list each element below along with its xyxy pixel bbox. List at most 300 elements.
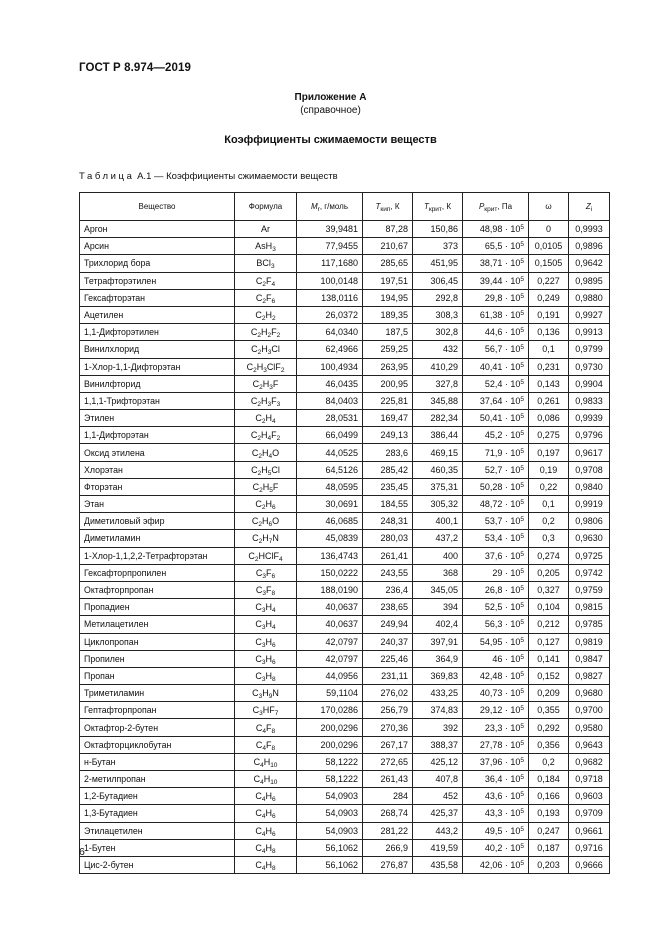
formula-element: H <box>265 825 272 836</box>
table-row <box>80 496 610 513</box>
substance-name: Октафтор-2-бутен <box>80 719 235 736</box>
formula-subscript: 4 <box>261 830 266 838</box>
chemical-formula <box>235 771 297 788</box>
pressure-multiplier: · 10 <box>502 688 521 699</box>
pressure-exponent: 5 <box>520 602 524 610</box>
acentric-factor-value: 0,166 <box>529 788 569 805</box>
pressure-mantissa: 49,5 <box>484 825 503 836</box>
formula-subscript: 2 <box>261 315 266 323</box>
critical-pressure-value <box>463 306 529 323</box>
table-row <box>80 272 610 289</box>
critical-pressure-value <box>463 375 529 392</box>
pressure-mantissa: 43,3 <box>484 808 503 819</box>
critical-temperature-value: 400,1 <box>413 513 463 530</box>
pressure-mantissa: 40,73 <box>479 688 503 699</box>
critical-temperature-value: 419,59 <box>413 839 463 856</box>
formula-element: F <box>271 327 277 338</box>
formula-element: Cl <box>271 344 280 355</box>
molar-mass-value: 59,1104 <box>297 685 363 702</box>
critical-temperature-value: 392 <box>413 719 463 736</box>
pressure-exponent: 5 <box>520 327 524 335</box>
pressure-mantissa: 53,7 <box>484 516 503 527</box>
substance-name: Тетрафторэтилен <box>80 272 235 289</box>
table-row <box>80 324 610 341</box>
chemical-formula <box>235 788 297 805</box>
formula-element: F <box>266 585 272 596</box>
pressure-exponent: 5 <box>520 292 524 300</box>
formula-subscript: 2 <box>262 280 266 288</box>
table-row <box>80 805 610 822</box>
table-row <box>80 341 610 358</box>
header-tboil-symbol: T <box>375 202 381 211</box>
critical-temperature-value: 425,12 <box>413 753 463 770</box>
pressure-mantissa: 54,95 <box>479 636 503 647</box>
formula-subscript: 3 <box>261 624 266 632</box>
pressure-exponent: 5 <box>520 722 524 730</box>
header-tcrit-unit: , К <box>441 202 452 211</box>
compressibility-value: 0,9833 <box>569 392 610 409</box>
formula-subscript: 4 <box>267 435 272 443</box>
formula-element: C <box>251 464 258 475</box>
boiling-temperature-value: 266,9 <box>363 839 413 856</box>
critical-temperature-value: 400 <box>413 547 463 564</box>
table-row <box>80 547 610 564</box>
substance-name: Триметиламин <box>80 685 235 702</box>
compressibility-value: 0,9827 <box>569 667 610 684</box>
boiling-temperature-value: 235,45 <box>363 478 413 495</box>
compressibility-value: 0,9700 <box>569 702 610 719</box>
acentric-factor-value: 0,227 <box>529 272 569 289</box>
pressure-multiplier: · 10 <box>502 739 521 750</box>
substance-name: Арсин <box>80 238 235 255</box>
compressibility-value: 0,9708 <box>569 461 610 478</box>
critical-pressure-value <box>463 547 529 564</box>
pressure-multiplier: · 10 <box>502 774 521 785</box>
pressure-mantissa: 37,64 <box>479 395 503 406</box>
acentric-factor-value: 0,152 <box>529 667 569 684</box>
critical-pressure-value <box>463 616 529 633</box>
formula-element: C <box>253 774 261 785</box>
formula-subscript: 7 <box>274 710 279 718</box>
pressure-exponent: 5 <box>520 275 524 283</box>
pressure-multiplier: · 10 <box>502 413 521 424</box>
header-pcrit-subscript: крит <box>484 206 498 213</box>
formula-subscript: 2 <box>276 435 281 443</box>
header-formula: Формула <box>235 193 297 221</box>
formula-element: C <box>255 825 262 836</box>
pressure-multiplier: · 10 <box>502 499 521 510</box>
formula-element: C <box>255 602 262 613</box>
boiling-temperature-value: 238,65 <box>363 599 413 616</box>
formula-element: C <box>253 756 261 767</box>
pressure-multiplier: · 10 <box>502 447 521 458</box>
substance-name: 1,1,1-Трифторэтан <box>80 392 235 409</box>
boiling-temperature-value: 169,47 <box>363 410 413 427</box>
formula-element: F <box>266 567 272 578</box>
compressibility-value: 0,9785 <box>569 616 610 633</box>
critical-temperature-value: 443,2 <box>413 822 463 839</box>
pressure-mantissa: 56,3 <box>484 619 503 630</box>
chemical-formula <box>235 685 297 702</box>
acentric-factor-value: 0,22 <box>529 478 569 495</box>
compressibility-value: 0,9603 <box>569 788 610 805</box>
table-row <box>80 822 610 839</box>
pressure-exponent: 5 <box>520 688 524 696</box>
acentric-factor-value: 0,193 <box>529 805 569 822</box>
pressure-mantissa: 42,48 <box>479 670 503 681</box>
pressure-multiplier: · 10 <box>502 516 521 527</box>
boiling-temperature-value: 240,37 <box>363 633 413 650</box>
molar-mass-value: 54,0903 <box>297 822 363 839</box>
formula-element: AsH <box>255 241 273 252</box>
molar-mass-value: 56,1062 <box>297 839 363 856</box>
formula-element: C <box>248 550 255 561</box>
substance-name: 1-Хлор-1,1-Дифторэтан <box>80 358 235 375</box>
formula-element: F <box>266 292 272 303</box>
substance-name: Оксид этилена <box>80 444 235 461</box>
molar-mass-value: 188,0190 <box>297 581 363 598</box>
pressure-mantissa: 50,41 <box>479 413 503 424</box>
chemical-formula <box>235 375 297 392</box>
pressure-multiplier: · 10 <box>502 722 521 733</box>
critical-temperature-value: 306,45 <box>413 272 463 289</box>
critical-pressure-value <box>463 805 529 822</box>
formula-subscript: 3 <box>269 383 273 391</box>
compressibility-value: 0,9661 <box>569 822 610 839</box>
table-row <box>80 771 610 788</box>
table-row <box>80 753 610 770</box>
formula-subscript: 10 <box>270 779 278 787</box>
formula-subscript: 2 <box>272 315 276 323</box>
critical-temperature-value: 302,8 <box>413 324 463 341</box>
acentric-factor-value: 0,1 <box>529 496 569 513</box>
pressure-mantissa: 56,7 <box>484 344 503 355</box>
chemical-formula <box>235 839 297 856</box>
boiling-temperature-value: 236,4 <box>363 581 413 598</box>
critical-pressure-value <box>463 581 529 598</box>
formula-element: C <box>255 413 262 424</box>
chemical-formula <box>235 461 297 478</box>
compressibility-value: 0,9840 <box>569 478 610 495</box>
formula-element: C <box>252 688 259 699</box>
chemical-formula <box>235 753 297 770</box>
molar-mass-value: 136,4743 <box>297 547 363 564</box>
boiling-temperature-value: 272,65 <box>363 753 413 770</box>
formula-element: H <box>256 361 264 372</box>
critical-pressure-value <box>463 771 529 788</box>
substance-name: Октафторпропан <box>80 581 235 598</box>
formula-element: C <box>252 378 260 389</box>
formula-subscript: 4 <box>261 865 266 873</box>
pressure-multiplier: · 10 <box>502 756 521 767</box>
formula-subscript: 3 <box>262 590 266 598</box>
boiling-temperature-value: 225,46 <box>363 650 413 667</box>
pressure-mantissa: 26,8 <box>484 585 503 596</box>
substance-name: Диметиловый эфир <box>80 513 235 530</box>
formula-subscript: 9 <box>268 693 273 701</box>
header-substance: Вещество <box>80 193 235 221</box>
compressibility-value: 0,9806 <box>569 513 610 530</box>
formula-subscript: 3 <box>262 572 266 580</box>
chemical-formula <box>235 650 297 667</box>
acentric-factor-value: 0,205 <box>529 564 569 581</box>
chemical-formula <box>235 341 297 358</box>
formula-element: HClF <box>258 550 279 561</box>
formula-subscript: 8 <box>272 847 276 855</box>
pressure-exponent: 5 <box>520 395 524 403</box>
formula-element: H <box>265 310 272 321</box>
pressure-exponent: 5 <box>520 378 524 386</box>
critical-pressure-value <box>463 461 529 478</box>
formula-subscript: 2 <box>258 452 262 460</box>
compressibility-value: 0,9796 <box>569 427 610 444</box>
header-tcrit-subscript: крит <box>428 206 442 213</box>
chemical-formula <box>235 238 297 255</box>
critical-temperature-value: 402,4 <box>413 616 463 633</box>
formula-element: F <box>266 722 272 733</box>
pressure-exponent: 5 <box>520 636 524 644</box>
formula-subscript: 3 <box>276 400 281 408</box>
formula-subscript: 3 <box>263 366 267 374</box>
formula-subscript: 6 <box>272 796 276 804</box>
header-critical-pressure <box>463 193 529 221</box>
critical-pressure-value <box>463 496 529 513</box>
critical-temperature-value: 292,8 <box>413 289 463 306</box>
acentric-factor-value: 0,086 <box>529 410 569 427</box>
compressibility-value: 0,9895 <box>569 272 610 289</box>
table-row <box>80 461 610 478</box>
acentric-factor-value: 0,141 <box>529 650 569 667</box>
acentric-factor-value: 0,197 <box>529 444 569 461</box>
acentric-factor-value: 0,3 <box>529 530 569 547</box>
formula-element: Cl <box>271 464 280 475</box>
pressure-exponent: 5 <box>520 481 524 489</box>
chemical-formula <box>235 221 297 238</box>
pressure-mantissa: 40,2 <box>484 842 503 853</box>
formula-subscript: 4 <box>271 280 276 288</box>
compressibility-value: 0,9643 <box>569 736 610 753</box>
pressure-mantissa: 71,9 <box>484 447 503 458</box>
appendix-note: (справочное) <box>300 105 361 116</box>
critical-pressure-value <box>463 599 529 616</box>
formula-subscript: 6 <box>272 813 276 821</box>
formula-subscript: 2 <box>257 332 261 340</box>
pressure-exponent: 5 <box>520 447 524 455</box>
pressure-exponent: 5 <box>520 258 524 266</box>
pressure-multiplier: · 10 <box>502 481 521 492</box>
critical-pressure-value <box>463 410 529 427</box>
acentric-factor-value: 0,184 <box>529 771 569 788</box>
chemical-formula <box>235 547 297 564</box>
critical-temperature-value: 386,44 <box>413 427 463 444</box>
critical-pressure-value <box>463 478 529 495</box>
table-row <box>80 839 610 856</box>
critical-pressure-value <box>463 427 529 444</box>
pressure-multiplier: · 10 <box>502 533 521 544</box>
pressure-exponent: 5 <box>520 619 524 627</box>
critical-temperature-value: 435,58 <box>413 856 463 873</box>
molar-mass-value: 138,0116 <box>297 289 363 306</box>
formula-subscript: 2 <box>259 486 263 494</box>
formula-subscript: 5 <box>269 486 273 494</box>
formula-subscript: 4 <box>261 796 266 804</box>
chemical-formula <box>235 306 297 323</box>
pressure-mantissa: 61,38 <box>479 310 503 321</box>
critical-temperature-value: 397,91 <box>413 633 463 650</box>
header-pcrit-unit: , Па <box>497 202 513 211</box>
pressure-exponent: 5 <box>520 241 524 249</box>
compressibility-table <box>79 192 610 874</box>
pressure-multiplier: · 10 <box>502 705 521 716</box>
header-molar-mass-symbol: M <box>310 202 318 211</box>
formula-element: C <box>246 361 254 372</box>
formula-element: C <box>252 533 259 544</box>
appendix-title: Приложение А <box>294 92 367 103</box>
table-row <box>80 856 610 873</box>
substance-name: Пропадиен <box>80 599 235 616</box>
substance-name: 1,3-Бутадиен <box>80 805 235 822</box>
pressure-multiplier: · 10 <box>502 791 521 802</box>
boiling-temperature-value: 259,25 <box>363 341 413 358</box>
pressure-multiplier: · 10 <box>502 464 521 475</box>
formula-element: C <box>255 860 262 871</box>
table-row <box>80 650 610 667</box>
formula-subscript: 8 <box>272 675 276 683</box>
formula-element: C <box>255 275 263 286</box>
formula-element: ClF <box>266 361 281 372</box>
pressure-exponent: 5 <box>520 224 524 232</box>
formula-element: C <box>251 344 258 355</box>
formula-subscript: 2 <box>261 418 266 426</box>
formula-element: C <box>251 447 259 458</box>
formula-element: C <box>255 499 262 510</box>
pressure-mantissa: 48,98 <box>479 224 503 235</box>
formula-subscript: 3 <box>267 349 272 357</box>
page-number: 6 <box>79 846 85 858</box>
critical-temperature-value: 308,3 <box>413 306 463 323</box>
formula-subscript: 3 <box>272 246 276 254</box>
table-caption-prefix: Таблица <box>79 171 135 182</box>
table-row <box>80 392 610 409</box>
chemical-formula <box>235 616 297 633</box>
pressure-mantissa: 50,28 <box>479 481 503 492</box>
formula-element: C <box>255 842 262 853</box>
critical-temperature-value: 282,34 <box>413 410 463 427</box>
table-row <box>80 736 610 753</box>
molar-mass-value: 200,0296 <box>297 736 363 753</box>
pressure-mantissa: 29 <box>492 567 503 578</box>
chemical-formula <box>235 392 297 409</box>
critical-pressure-value <box>463 839 529 856</box>
molar-mass-value: 45,0839 <box>297 530 363 547</box>
compressibility-value: 0,9819 <box>569 633 610 650</box>
critical-pressure-value <box>463 856 529 873</box>
formula-element: H <box>261 464 268 475</box>
pressure-exponent: 5 <box>520 361 524 369</box>
formula-subscript: 2 <box>258 538 263 546</box>
table-row <box>80 788 610 805</box>
table-row <box>80 478 610 495</box>
table-row <box>80 375 610 392</box>
acentric-factor-value: 0,274 <box>529 547 569 564</box>
critical-temperature-value: 373 <box>413 238 463 255</box>
boiling-temperature-value: 281,22 <box>363 822 413 839</box>
pressure-mantissa: 29,8 <box>484 292 503 303</box>
critical-pressure-value <box>463 289 529 306</box>
molar-mass-value: 58,1222 <box>297 771 363 788</box>
molar-mass-value: 117,1680 <box>297 255 363 272</box>
pressure-multiplier: · 10 <box>502 825 521 836</box>
acentric-factor-value: 0,187 <box>529 839 569 856</box>
formula-subscript: 10 <box>270 761 278 769</box>
acentric-factor-value: 0,275 <box>529 427 569 444</box>
formula-subscript: 3 <box>261 658 266 666</box>
pressure-mantissa: 52,7 <box>484 464 503 475</box>
formula-subscript: 2 <box>257 435 261 443</box>
pressure-exponent: 5 <box>520 567 524 575</box>
pressure-mantissa: 23,3 <box>484 722 503 733</box>
formula-element: C <box>252 481 260 492</box>
formula-element: H <box>261 516 269 527</box>
pressure-exponent: 5 <box>520 430 524 438</box>
substance-name: Метилацетилен <box>80 616 235 633</box>
formula-element: C <box>252 705 260 716</box>
formula-element: C <box>255 585 263 596</box>
pressure-multiplier: · 10 <box>502 842 521 853</box>
formula-element: N <box>272 688 279 699</box>
chemical-formula <box>235 702 297 719</box>
formula-element: H <box>261 344 268 355</box>
pressure-mantissa: 40,41 <box>479 361 503 372</box>
chemical-formula <box>235 255 297 272</box>
header-z-subscript: i <box>590 206 593 213</box>
formula-element: F <box>266 739 272 750</box>
critical-temperature-value: 451,95 <box>413 255 463 272</box>
formula-element: H <box>265 808 272 819</box>
formula-subscript: 4 <box>260 761 264 769</box>
pressure-exponent: 5 <box>520 310 524 318</box>
acentric-factor-value: 0,209 <box>529 685 569 702</box>
formula-subscript: 6 <box>272 830 276 838</box>
substance-name: Пропан <box>80 667 235 684</box>
substance-name: Циклопропан <box>80 633 235 650</box>
pressure-multiplier: · 10 <box>502 344 521 355</box>
formula-element: H <box>265 842 272 853</box>
compressibility-value: 0,9904 <box>569 375 610 392</box>
table-caption <box>79 171 338 182</box>
compressibility-value: 0,9742 <box>569 564 610 581</box>
substance-name: Этилацетилен <box>80 822 235 839</box>
formula-element: C <box>251 516 259 527</box>
pressure-exponent: 5 <box>520 705 524 713</box>
pressure-mantissa: 27,78 <box>479 739 503 750</box>
pressure-exponent: 5 <box>520 756 524 764</box>
table-row <box>80 238 610 255</box>
critical-pressure-value <box>463 685 529 702</box>
pressure-multiplier: · 10 <box>502 585 521 596</box>
pressure-mantissa: 48,72 <box>479 499 503 510</box>
formula-subscript: 6 <box>268 521 273 529</box>
compressibility-value: 0,9939 <box>569 410 610 427</box>
pressure-mantissa: 52,5 <box>484 602 503 613</box>
compressibility-value: 0,9617 <box>569 444 610 461</box>
formula-element: F <box>271 395 277 406</box>
formula-element: H <box>261 447 269 458</box>
pressure-mantissa: 53,4 <box>484 533 503 544</box>
formula-subscript: 6 <box>271 297 276 305</box>
substance-name: Цис-2-бутен <box>80 856 235 873</box>
compressibility-value: 0,9580 <box>569 719 610 736</box>
